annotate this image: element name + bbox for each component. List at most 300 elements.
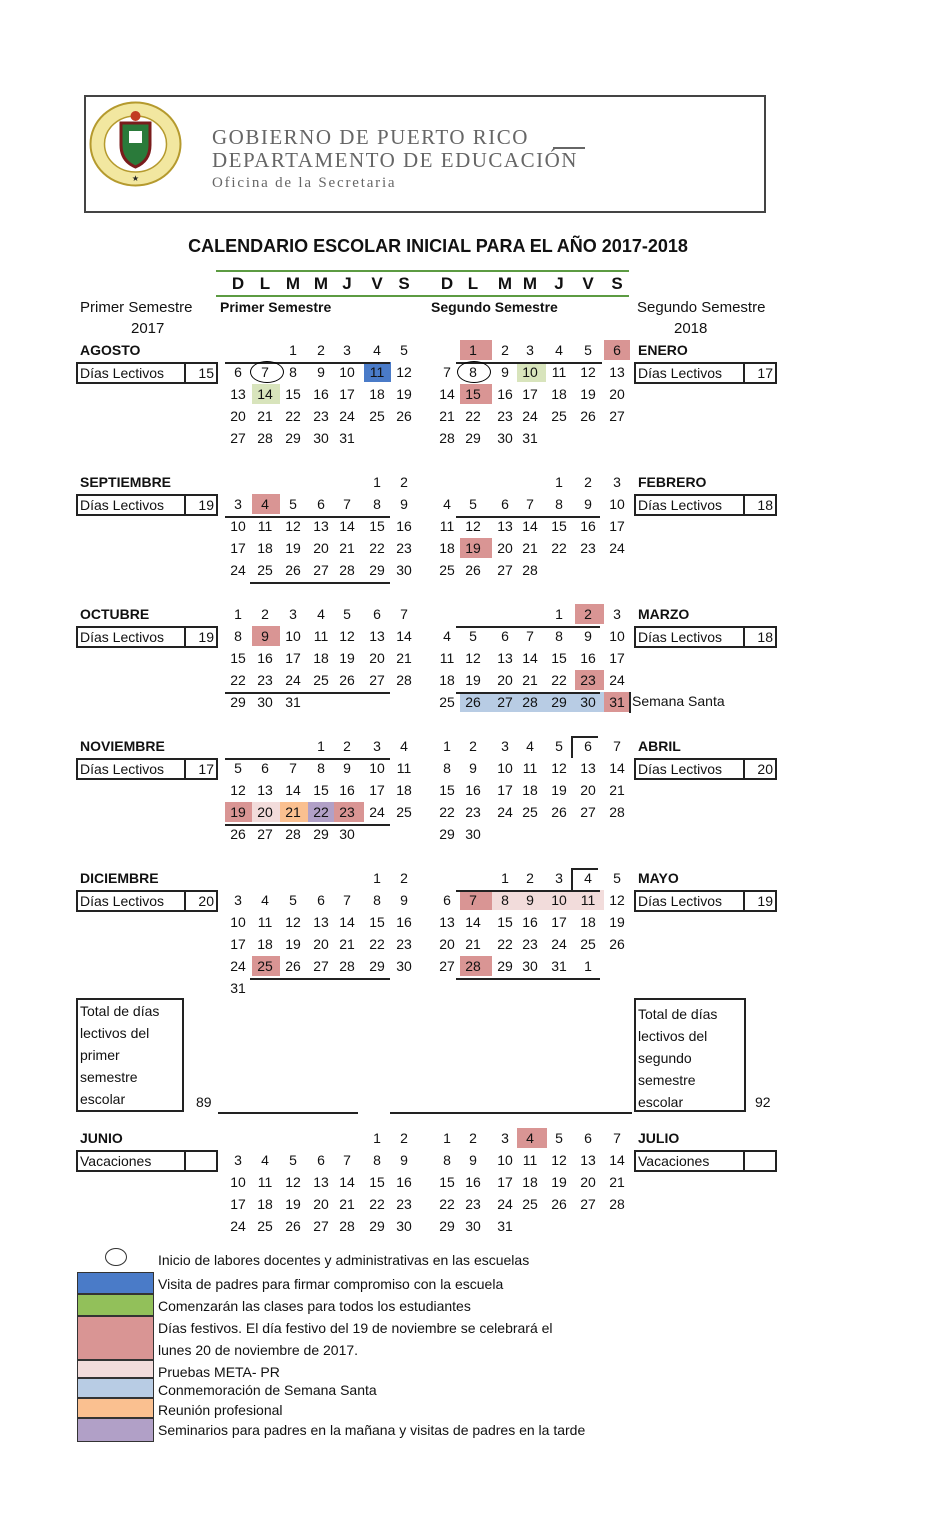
- day-number: 23: [580, 672, 596, 688]
- legend-text: Comenzarán las clases para todos los estudiantes: [158, 1298, 471, 1314]
- day-number: 22: [369, 1196, 385, 1212]
- day-number: 26: [396, 408, 412, 424]
- day-number: 8: [443, 760, 451, 776]
- day-number: 9: [469, 1152, 477, 1168]
- divider-line: [571, 736, 598, 738]
- day-number: 25: [369, 408, 385, 424]
- day-number: 16: [396, 1174, 412, 1190]
- day-number: 10: [339, 364, 355, 380]
- day-number: 22: [369, 540, 385, 556]
- day-number: 11: [580, 892, 596, 908]
- month-left: NOVIEMBRE: [80, 738, 165, 754]
- vacaciones-value: [743, 1152, 775, 1170]
- dias-label: Días Lectivos: [80, 629, 165, 645]
- day-number: 12: [580, 364, 596, 380]
- divider-line: [225, 824, 390, 826]
- day-number: 30: [339, 826, 355, 842]
- legend-text: Pruebas META- PR: [158, 1364, 280, 1380]
- dias-label: Días Lectivos: [638, 893, 723, 909]
- day-number: 9: [584, 496, 592, 512]
- day-number: 1: [555, 474, 563, 490]
- day-number: 5: [289, 1152, 297, 1168]
- total-right-line: segundo: [638, 1050, 692, 1066]
- day-number: 29: [439, 826, 455, 842]
- day-number: 30: [522, 958, 538, 974]
- day-number: 13: [609, 364, 625, 380]
- day-number: 6: [443, 892, 451, 908]
- day-number: 4: [443, 496, 451, 512]
- day-number: 7: [343, 892, 351, 908]
- day-number: 12: [285, 914, 301, 930]
- day-number: 4: [261, 496, 269, 512]
- vacaciones-right: [634, 1150, 777, 1172]
- day-number: 6: [584, 1130, 592, 1146]
- day-number: 25: [439, 694, 455, 710]
- day-number: 4: [526, 1130, 534, 1146]
- day-number: 16: [497, 386, 513, 402]
- gov-underline: [553, 147, 585, 149]
- day-number: 11: [439, 518, 455, 534]
- day-number: 21: [339, 936, 355, 952]
- day-number: 24: [497, 804, 513, 820]
- dias-value: 19: [184, 628, 216, 646]
- day-number: 30: [497, 430, 513, 446]
- day-number: 5: [584, 342, 592, 358]
- total-right-line: escolar: [638, 1094, 684, 1110]
- day-number: 3: [234, 496, 242, 512]
- day-number: 2: [317, 342, 325, 358]
- day-number: 22: [551, 540, 567, 556]
- day-number: 11: [396, 760, 412, 776]
- day-number: 25: [313, 672, 329, 688]
- day-number: 18: [522, 782, 538, 798]
- vacaciones-value: [184, 1152, 216, 1170]
- day-number: 10: [551, 892, 567, 908]
- sem-right-label: Segundo Semestre: [637, 299, 766, 316]
- day-number: 11: [257, 518, 273, 534]
- day-number: 1: [501, 870, 509, 886]
- day-number: 7: [443, 364, 451, 380]
- day-number: 13: [313, 518, 329, 534]
- day-number: 15: [313, 782, 329, 798]
- day-number: 12: [609, 892, 625, 908]
- day-number: 23: [339, 804, 355, 820]
- day-number: 19: [465, 540, 481, 556]
- day-number: 26: [465, 562, 481, 578]
- day-number: 21: [285, 804, 301, 820]
- day-number: 24: [230, 562, 246, 578]
- day-number: 7: [613, 1130, 621, 1146]
- day-header-right: M: [497, 274, 513, 293]
- total-left-line: escolar: [80, 1091, 126, 1107]
- dias-value: 20: [743, 760, 775, 778]
- day-number: 6: [501, 628, 509, 644]
- dias-label: Días Lectivos: [638, 365, 723, 381]
- day-number: 25: [580, 936, 596, 952]
- day-number: 13: [497, 650, 513, 666]
- start-circle: [250, 361, 284, 383]
- day-number: 28: [439, 430, 455, 446]
- day-number: 28: [285, 826, 301, 842]
- day-number: 11: [522, 760, 538, 776]
- dias-label: Días Lectivos: [80, 497, 165, 513]
- dias-label: Días Lectivos: [638, 761, 723, 777]
- sem-right-year: 2018: [674, 320, 708, 337]
- day-number: 15: [439, 782, 455, 798]
- day-number: 8: [555, 496, 563, 512]
- page-title: CALENDARIO ESCOLAR INICIAL PARA EL AÑO 2017-2018: [188, 236, 688, 256]
- day-number: 6: [317, 892, 325, 908]
- vacaciones-label: Vacaciones: [638, 1153, 710, 1169]
- day-number: 17: [285, 650, 301, 666]
- day-number: 19: [580, 386, 596, 402]
- divider-line: [250, 582, 390, 584]
- divider-line: [571, 868, 573, 890]
- day-number: 25: [522, 1196, 538, 1212]
- day-number: 20: [439, 936, 455, 952]
- day-number: 28: [609, 1196, 625, 1212]
- day-number: 30: [465, 1218, 481, 1234]
- month-julio: JULIO: [638, 1130, 680, 1146]
- total-left-value: 89: [196, 1094, 212, 1110]
- day-number: 19: [339, 650, 355, 666]
- day-number: 22: [285, 408, 301, 424]
- col-label-left: Primer Semestre: [220, 299, 332, 315]
- day-number: 6: [501, 496, 509, 512]
- day-number: 24: [230, 958, 246, 974]
- day-number: 5: [289, 892, 297, 908]
- day-number: 24: [522, 408, 538, 424]
- vacaciones-label: Vacaciones: [80, 1153, 152, 1169]
- day-number: 26: [230, 826, 246, 842]
- day-number: 10: [230, 518, 246, 534]
- day-number: 23: [465, 1196, 481, 1212]
- day-header-right: J: [554, 274, 564, 293]
- day-number: 20: [580, 782, 596, 798]
- day-number: 17: [609, 518, 625, 534]
- day-number: 12: [285, 1174, 301, 1190]
- legend-text: Seminarios para padres en la mañana y visitas de padres en la tarde: [158, 1422, 586, 1438]
- day-number: 13: [313, 914, 329, 930]
- day-number: 3: [501, 1130, 509, 1146]
- day-number: 21: [609, 1174, 625, 1190]
- day-number: 26: [551, 804, 567, 820]
- legend-text: Visita de padres para firmar compromiso con la escuela: [158, 1276, 504, 1292]
- dias-value: 15: [184, 364, 216, 382]
- day-number: 22: [313, 804, 329, 820]
- day-number: 10: [230, 914, 246, 930]
- divider-line: [218, 1112, 358, 1114]
- day-number: 17: [230, 936, 246, 952]
- day-number: 4: [261, 892, 269, 908]
- day-number: 23: [313, 408, 329, 424]
- day-number: 10: [285, 628, 301, 644]
- month-left: DICIEMBRE: [80, 870, 159, 886]
- month-left: OCTUBRE: [80, 606, 150, 622]
- divider-line: [571, 736, 573, 758]
- day-number: 4: [584, 870, 592, 886]
- day-number: 21: [522, 672, 538, 688]
- day-number: 24: [609, 540, 625, 556]
- day-number: 10: [609, 496, 625, 512]
- day-number: 27: [257, 826, 273, 842]
- day-number: 27: [313, 958, 329, 974]
- day-number: 24: [609, 672, 625, 688]
- day-number: 22: [439, 804, 455, 820]
- day-number: 15: [230, 650, 246, 666]
- day-number: 23: [465, 804, 481, 820]
- day-number: 26: [551, 1196, 567, 1212]
- day-number: 8: [373, 496, 381, 512]
- day-number: 7: [343, 496, 351, 512]
- day-number: 1: [584, 958, 592, 974]
- day-number: 17: [609, 650, 625, 666]
- legend-swatch: [77, 1294, 154, 1316]
- day-number: 27: [230, 430, 246, 446]
- total-right-value: 92: [755, 1094, 771, 1110]
- day-number: 12: [230, 782, 246, 798]
- day-number: 15: [369, 914, 385, 930]
- day-number: 16: [465, 1174, 481, 1190]
- day-number: 1: [373, 1130, 381, 1146]
- day-number: 22: [551, 672, 567, 688]
- day-number: 21: [396, 650, 412, 666]
- start-circle: [457, 361, 491, 383]
- day-number: 9: [400, 892, 408, 908]
- day-number: 26: [285, 958, 301, 974]
- day-number: 11: [313, 628, 329, 644]
- day-number: 26: [285, 1218, 301, 1234]
- day-number: 5: [234, 760, 242, 776]
- day-header-left: M: [313, 274, 329, 293]
- day-number: 20: [497, 540, 513, 556]
- day-number: 18: [439, 540, 455, 556]
- gov-line1: GOBIERNO DE PUERTO RICO: [212, 125, 529, 149]
- day-number: 2: [469, 1130, 477, 1146]
- day-number: 11: [257, 914, 273, 930]
- day-number: 1: [443, 1130, 451, 1146]
- day-number: 2: [261, 606, 269, 622]
- day-number: 1: [469, 342, 477, 358]
- day-number: 3: [613, 606, 621, 622]
- day-number: 18: [580, 914, 596, 930]
- day-number: 3: [555, 870, 563, 886]
- divider-line: [390, 1112, 632, 1114]
- green-rule: [216, 270, 629, 272]
- header-text: [212, 126, 578, 195]
- day-number: 21: [609, 782, 625, 798]
- day-number: 5: [469, 496, 477, 512]
- day-number: 25: [396, 804, 412, 820]
- dias-lectivos-right: [634, 494, 777, 516]
- day-number: 15: [465, 386, 481, 402]
- day-number: 29: [285, 430, 301, 446]
- day-number: 15: [439, 1174, 455, 1190]
- dias-value: 19: [743, 892, 775, 910]
- divider-line: [225, 758, 390, 760]
- day-header-right: S: [611, 274, 623, 293]
- total-left-line: primer: [80, 1047, 120, 1063]
- day-number: 19: [609, 914, 625, 930]
- day-number: 29: [369, 958, 385, 974]
- sem-left-year: 2017: [131, 320, 165, 337]
- day-number: 24: [230, 1218, 246, 1234]
- day-number: 13: [439, 914, 455, 930]
- day-number: 26: [465, 694, 481, 710]
- day-number: 29: [465, 430, 481, 446]
- day-number: 6: [584, 738, 592, 754]
- day-number: 6: [261, 760, 269, 776]
- day-number: 10: [522, 364, 538, 380]
- day-number: 28: [465, 958, 481, 974]
- day-number: 9: [400, 1152, 408, 1168]
- day-number: 14: [522, 650, 538, 666]
- dias-lectivos-left: [76, 494, 218, 516]
- day-number: 27: [313, 1218, 329, 1234]
- day-number: 28: [339, 1218, 355, 1234]
- day-header-left: V: [371, 274, 383, 293]
- legend-swatch: [77, 1378, 154, 1398]
- dias-label: Días Lectivos: [638, 629, 723, 645]
- day-number: 7: [261, 364, 269, 380]
- day-number: 14: [285, 782, 301, 798]
- dias-label: Días Lectivos: [80, 761, 165, 777]
- total-right-line: semestre: [638, 1072, 696, 1088]
- month-junio: JUNIO: [80, 1130, 123, 1146]
- day-number: 23: [497, 408, 513, 424]
- day-number: 3: [234, 1152, 242, 1168]
- day-number: 16: [396, 518, 412, 534]
- day-number: 4: [555, 342, 563, 358]
- day-number: 5: [555, 738, 563, 754]
- day-number: 1: [234, 606, 242, 622]
- total-right-line: lectivos del: [638, 1028, 708, 1044]
- vacaciones-left: [76, 1150, 218, 1172]
- month-right: ENERO: [638, 342, 688, 358]
- day-number: 1: [555, 606, 563, 622]
- day-number: 17: [551, 914, 567, 930]
- dias-value: 18: [743, 496, 775, 514]
- day-number: 28: [396, 672, 412, 688]
- day-number: 23: [522, 936, 538, 952]
- day-number: 27: [497, 694, 513, 710]
- legend-text: Inicio de labores docentes y administrativas en las escuelas: [158, 1252, 530, 1268]
- day-number: 16: [396, 914, 412, 930]
- day-number: 6: [317, 496, 325, 512]
- day-number: 17: [339, 386, 355, 402]
- day-number: 9: [343, 760, 351, 776]
- day-number: 14: [522, 518, 538, 534]
- day-number: 5: [555, 1130, 563, 1146]
- day-number: 11: [522, 1152, 538, 1168]
- day-number: 1: [373, 474, 381, 490]
- day-number: 31: [230, 980, 246, 996]
- day-number: 5: [613, 870, 621, 886]
- day-number: 7: [400, 606, 408, 622]
- day-number: 30: [580, 694, 596, 710]
- dias-lectivos-left: [76, 626, 218, 648]
- day-number: 27: [369, 672, 385, 688]
- day-number: 19: [551, 782, 567, 798]
- day-number: 3: [501, 738, 509, 754]
- day-number: 4: [373, 342, 381, 358]
- day-number: 21: [522, 540, 538, 556]
- day-number: 5: [400, 342, 408, 358]
- day-header-left: D: [231, 274, 245, 293]
- svg-text:★: ★: [131, 174, 140, 183]
- day-number: 25: [257, 562, 273, 578]
- dias-lectivos-right: [634, 362, 777, 384]
- divider-line: [225, 362, 390, 364]
- day-number: 16: [313, 386, 329, 402]
- day-number: 23: [396, 1196, 412, 1212]
- divider-line: [225, 692, 390, 694]
- divider-line: [225, 516, 390, 518]
- day-number: 9: [526, 892, 534, 908]
- day-number: 7: [613, 738, 621, 754]
- day-number: 27: [580, 1196, 596, 1212]
- day-number: 31: [609, 694, 625, 710]
- day-number: 29: [439, 1218, 455, 1234]
- day-number: 3: [289, 606, 297, 622]
- day-header-left: L: [259, 274, 271, 293]
- day-number: 22: [230, 672, 246, 688]
- day-number: 16: [580, 650, 596, 666]
- day-number: 25: [551, 408, 567, 424]
- day-number: 20: [313, 1196, 329, 1212]
- day-number: 20: [580, 1174, 596, 1190]
- dias-value: 20: [184, 892, 216, 910]
- dias-label: Días Lectivos: [80, 893, 165, 909]
- day-number: 31: [285, 694, 301, 710]
- day-number: 2: [584, 606, 592, 622]
- day-number: 22: [369, 936, 385, 952]
- day-number: 15: [497, 914, 513, 930]
- day-number: 13: [257, 782, 273, 798]
- day-number: 25: [257, 958, 273, 974]
- day-number: 5: [469, 628, 477, 644]
- day-number: 22: [497, 936, 513, 952]
- month-right: MARZO: [638, 606, 690, 622]
- semana-santa-label: Semana Santa: [632, 693, 725, 709]
- day-header-right: D: [440, 274, 454, 293]
- day-number: 11: [369, 364, 385, 380]
- total-left-line: lectivos del: [80, 1025, 150, 1041]
- total-right-box: [634, 998, 746, 1112]
- day-number: 2: [469, 738, 477, 754]
- day-number: 4: [443, 628, 451, 644]
- dias-lectivos-right: [634, 758, 777, 780]
- legend-text: lunes 20 de noviembre de 2017.: [158, 1342, 359, 1358]
- day-number: 21: [257, 408, 273, 424]
- day-number: 5: [289, 496, 297, 512]
- day-number: 8: [555, 628, 563, 644]
- total-left-line: Total de días: [80, 1003, 160, 1019]
- dias-label: Días Lectivos: [80, 365, 165, 381]
- day-number: 3: [526, 342, 534, 358]
- day-number: 10: [369, 760, 385, 776]
- day-number: 15: [551, 518, 567, 534]
- day-number: 12: [285, 518, 301, 534]
- day-number: 31: [339, 430, 355, 446]
- day-number: 20: [369, 650, 385, 666]
- divider-line: [571, 868, 598, 870]
- day-number: 18: [257, 1196, 273, 1212]
- day-number: 18: [257, 936, 273, 952]
- day-number: 24: [369, 804, 385, 820]
- day-number: 7: [343, 1152, 351, 1168]
- total-left-box: [76, 998, 184, 1112]
